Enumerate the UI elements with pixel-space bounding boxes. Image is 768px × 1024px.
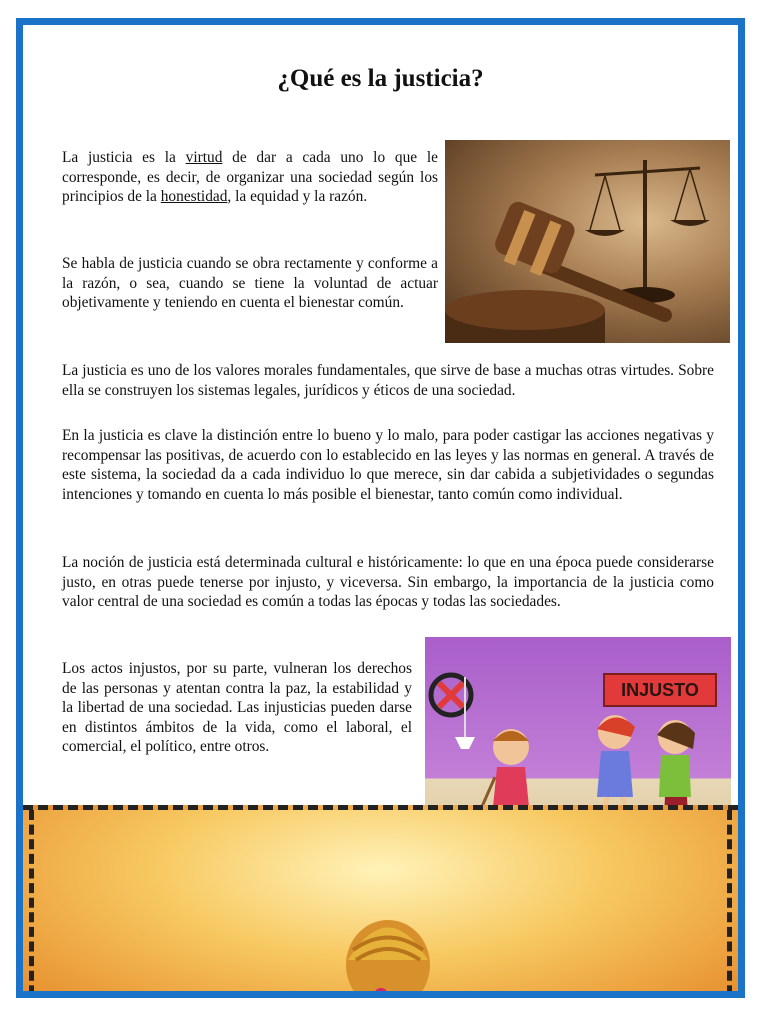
dashed-border-right <box>727 810 732 998</box>
link-virtud[interactable]: virtud <box>185 149 223 166</box>
paragraph-cultural-notion: La noción de justicia está determinada cultural e históricamente: lo que en una época puede considerarse justo, en otras puede tenerse por injusto, y viceversa. Sin embargo, la importancia de la justicia como valor central de una sociedad es común a todas las épocas y todas las sociedades. <box>62 554 714 611</box>
paragraph-good-and-bad: En la justicia es clave la distinción entre lo bueno y lo malo, para poder castigar las acciones negativas y recompensar las positivas, de acuerdo con lo establecido en las leyes y las normas en general. A través de este sistema, la sociedad da a cada individuo lo que merece, sin dar cabida a subjetividades o segundas intenciones y tomando en cuenta lo más posible el bienestar, tanto común como individual. <box>62 427 714 503</box>
paragraph-definition <box>62 148 438 207</box>
document-page <box>16 18 745 998</box>
page-title: ¿Qué es la justicia? <box>277 65 484 92</box>
paragraph-rectitude: Se habla de justicia cuando se obra rectamente y conforme a la razón, o sea, cuando se tiene la voluntad de actuar objetivamente y teniendo en cuenta el bienestar común. <box>62 255 438 312</box>
gavel-scales-illustration <box>445 140 730 343</box>
paragraph-unjust-acts: Los actos injustos, por su parte, vulneran los derechos de las personas y atentan contra la paz, la estabilidad y la libertad de una sociedad. Las injusticias pueden darse en distintos ámbitos de la vida, como el laboral, el comercial, el político, entre otros. <box>62 660 412 756</box>
text-segment: , la equidad y la razón. <box>227 188 368 206</box>
text-segment: de dar a cada uno lo que le corresponde, es decir, de organizar una sociedad según los principios de la <box>62 149 438 206</box>
paragraph-moral-values: La justicia es uno de los valores morales fundamentales, que sirve de base a muchas otras virtudes. Sobre ella se construyen los sistemas legales, jurídicos y éticos de una sociedad. <box>62 362 714 399</box>
decorative-bottom-scene <box>23 805 738 998</box>
injusto-sign: INJUSTO <box>603 673 717 707</box>
link-honestidad[interactable]: honestidad <box>160 188 228 206</box>
dashed-border-left <box>29 810 34 998</box>
character-head-illustration <box>23 810 738 998</box>
justice-gavel-image <box>445 140 730 343</box>
text-segment: La justicia es la <box>62 149 186 166</box>
